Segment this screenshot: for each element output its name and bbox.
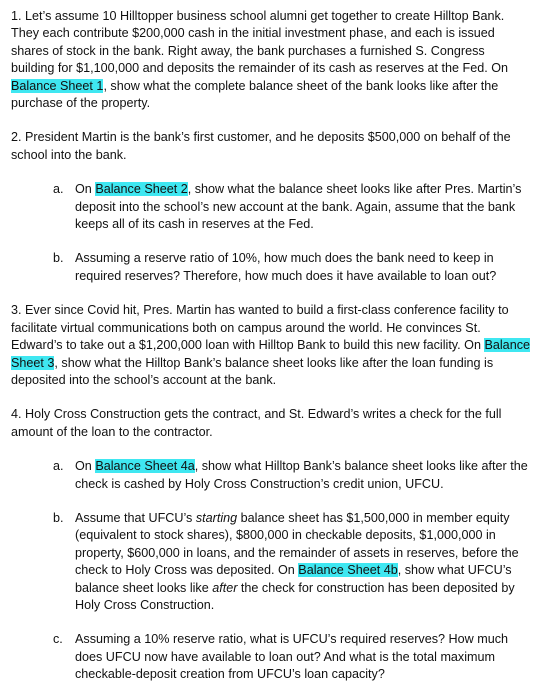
question-2a-text-end: , show what the balance sheet looks like after Pres. Martin’s deposit into the school’s new account at the bank. Again, assume that the bank keeps all of its cash in reserves at the Fed. <box>75 182 522 232</box>
question-4b-emphasis-starting: starting <box>195 510 238 525</box>
question-4a-body <box>75 458 530 493</box>
question-3 <box>11 302 530 389</box>
question-4b-letter: b. <box>53 510 64 525</box>
question-4b-body <box>75 510 530 614</box>
question-4c-text: Assuming a 10% reserve ratio, what is UFCU’s required reserves? How much does UFCU now have available to loan out? And what is the total maximum checkable-deposit creation from UFCU’s loan capacity? <box>75 632 509 682</box>
question-4a-text-start: On <box>75 459 96 474</box>
balance-sheet-3-highlight: Balance Sheet 3 <box>11 338 530 370</box>
question-3-text-start: 3. Ever since Covid hit, Pres. Martin has wanted to build a first-class conference facility to facilitate virtual communications both on campus around the world. He convinces St. Edward’s to take out a $1,200,000 loan with Hilltop Bank to build this new facility. On <box>11 303 509 353</box>
question-4b-text-start: Assume that UFCU’s <box>75 510 196 525</box>
balance-sheet-4a-highlight: Balance Sheet 4a <box>95 459 195 474</box>
question-2b <box>11 250 530 285</box>
question-4a-letter: a. <box>53 459 64 474</box>
question-4a <box>11 458 530 493</box>
balance-sheet-1-highlight: Balance Sheet 1 <box>11 78 104 93</box>
question-4b-emphasis-after: after <box>212 580 238 595</box>
question-4b-text-end: the check for construction has been deposited by Holy Cross Construction. <box>75 580 515 612</box>
balance-sheet-2-highlight: Balance Sheet 2 <box>95 182 188 197</box>
question-2b-letter: b. <box>53 251 64 266</box>
question-4b-text-middle-2: , show what UFCU’s balance sheet looks like <box>75 563 512 595</box>
question-3-text-end: , show what the Hilltop Bank’s balance sheet looks like after the loan funding is deposited into the school’s account at the bank. <box>11 355 494 387</box>
question-2a-letter: a. <box>53 182 64 197</box>
question-2a-body <box>75 181 530 233</box>
question-2a-text-start: On <box>75 182 96 197</box>
question-1-text-end: , show what the complete balance sheet of the bank looks like after the purchase of the property. <box>11 78 499 111</box>
question-2b-text: Assuming a reserve ratio of 10%, how much does the bank need to keep in required reserves? Therefore, how much does it have available to loan out? <box>75 251 497 283</box>
question-1 <box>11 8 530 112</box>
question-1-text-start: 1. Let’s assume 10 Hilltopper business school alumni get together to create Hilltop Bank. They each contribute $200,000 cash in the initial investment phase, and each is issued shares of stock in the bank. Right away, the bank purchases a furnished S. Congress building for $1,100,000 and deposits the remainder of its cash as reserves at the Fed. On <box>11 9 509 76</box>
question-4a-text-end: , show what Hilltop Bank’s balance sheet looks like after the check is cashed by Holy Cross Construction’s credit union, UFCU. <box>75 459 528 491</box>
question-4b <box>11 510 530 614</box>
question-4: 4. Holy Cross Construction gets the contract, and St. Edward’s writes a check for the full amount of the loan to the contractor. <box>11 407 502 439</box>
question-2: 2. President Martin is the bank’s first customer, and he deposits $500,000 on behalf of the school into the bank. <box>11 130 511 162</box>
question-4c-letter: c. <box>53 632 63 647</box>
question-2a <box>11 181 530 233</box>
question-4c <box>11 631 530 683</box>
question-4b-text-middle: balance sheet has $1,500,000 in member equity (equivalent to stock shares), $800,000 in checkable deposits, $1,000,000 in property, $600,000 in loans, and the remainder of assets in reserves, before the check to Holy Cross was deposited. On <box>75 510 519 578</box>
balance-sheet-4b-highlight: Balance Sheet 4b <box>298 563 398 578</box>
